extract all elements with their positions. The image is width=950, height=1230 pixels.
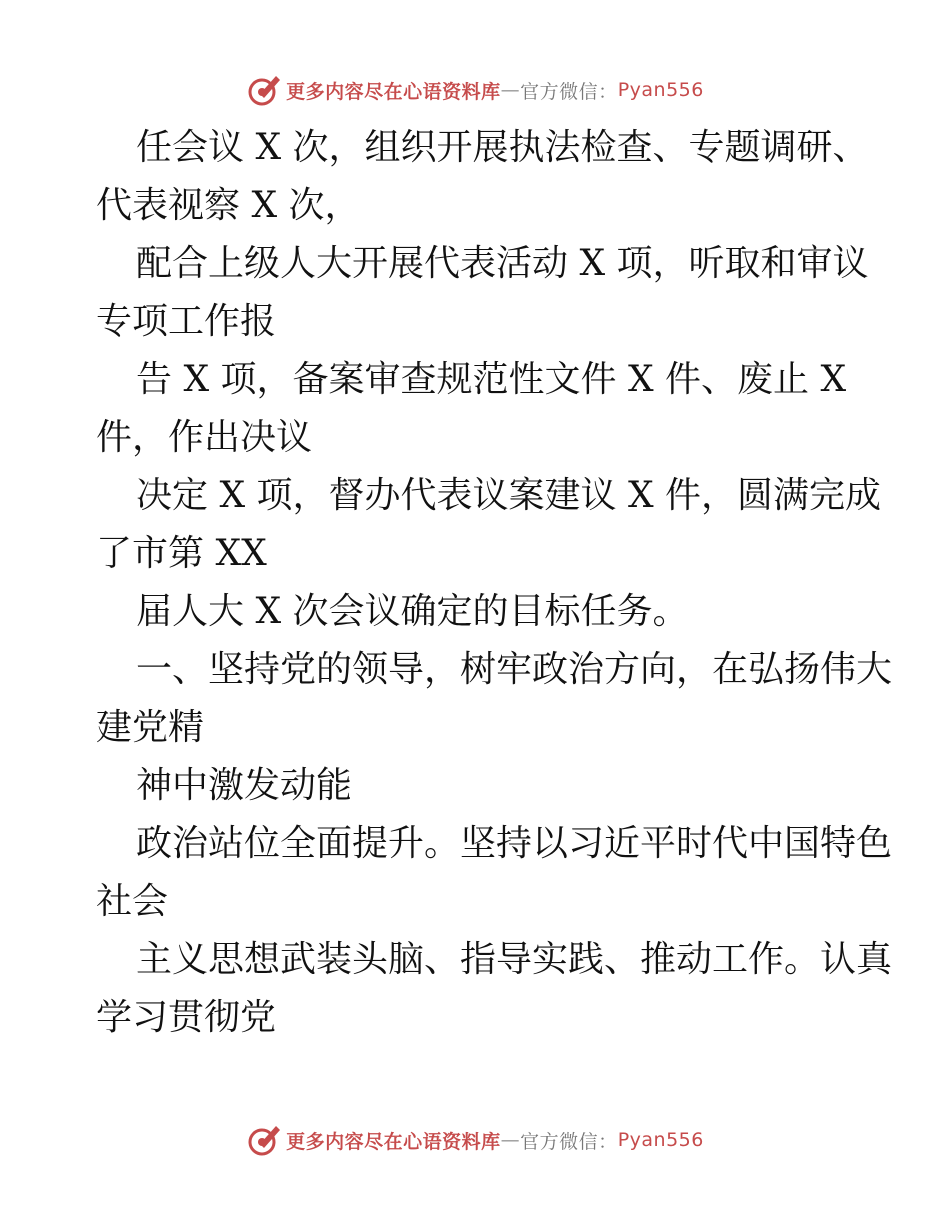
document-body bbox=[96, 119, 893, 1047]
footer-brand: 更多内容尽在心语资料库 bbox=[286, 1130, 501, 1153]
text-line: 学习贯彻党 bbox=[96, 997, 277, 1038]
section-heading-line: 一、坚持党的领导，树牢政治方向，在弘扬伟大 bbox=[136, 649, 893, 690]
section-heading-line: 神中激发动能 bbox=[136, 765, 353, 806]
header-banner bbox=[0, 70, 950, 110]
text-line: 专项工作报 bbox=[96, 301, 277, 342]
header-wechat-label: 官方微信： bbox=[520, 80, 618, 103]
footer-separator: — bbox=[500, 1129, 521, 1151]
text-line: 告 X 项，备案审查规范性文件 X 件、废止 X bbox=[136, 359, 847, 400]
text-line: 政治站位全面提升。坚持以习近平时代中国特色 bbox=[136, 823, 893, 864]
section-heading-line: 建党精 bbox=[96, 707, 205, 748]
text-line: 社会 bbox=[96, 881, 169, 922]
text-line: 了市第 XX bbox=[96, 533, 267, 574]
red-pen-circle-icon bbox=[246, 1122, 282, 1158]
red-pen-circle-icon bbox=[246, 72, 282, 108]
text-line: 决定 X 项，督办代表议案建议 X 件，圆满完成 bbox=[136, 475, 882, 516]
footer-account: Pyan556 bbox=[617, 1129, 704, 1151]
header-account: Pyan556 bbox=[617, 79, 704, 101]
text-line: 届人大 X 次会议确定的目标任务。 bbox=[136, 591, 689, 632]
text-line: 主义思想武装头脑、指导实践、推动工作。认真 bbox=[136, 939, 893, 980]
footer-banner bbox=[0, 1120, 950, 1160]
text-line: 件，作出决议 bbox=[96, 417, 313, 458]
text-line: 任会议 X 次，组织开展执法检查、专题调研、 bbox=[136, 127, 869, 168]
text-line: 配合上级人大开展代表活动 X 项，听取和审议 bbox=[136, 243, 869, 284]
footer-wechat-label: 官方微信： bbox=[520, 1130, 618, 1153]
header-separator: — bbox=[500, 79, 521, 101]
text-line: 代表视察 X 次， bbox=[96, 185, 361, 226]
header-brand: 更多内容尽在心语资料库 bbox=[286, 80, 501, 103]
